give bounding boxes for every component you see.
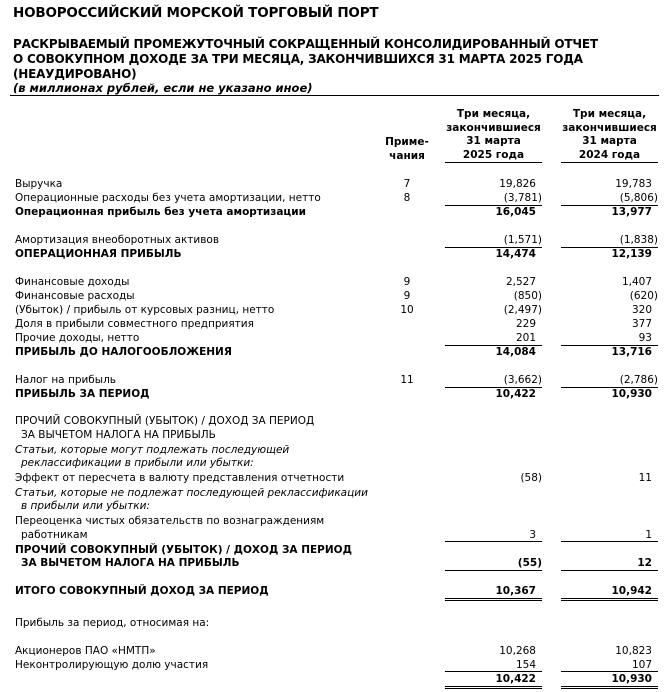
table-row xyxy=(0,177,668,191)
subtotal-line xyxy=(561,570,658,571)
company-title: НОВОРОССИЙСКИЙ МОРСКОЙ ТОРГОВЫЙ ПОРТ xyxy=(13,5,379,21)
header-underline xyxy=(561,162,658,163)
value-2024: 320 xyxy=(631,304,652,316)
section-heading xyxy=(0,616,668,630)
row-note: 9 xyxy=(403,290,411,302)
header-line: Три месяца, xyxy=(456,108,531,120)
header-line: Приме- xyxy=(385,136,429,148)
header-line: 31 марта xyxy=(582,135,637,147)
value-2025: 14,474 xyxy=(495,248,536,260)
row-note: 11 xyxy=(400,374,414,386)
value-2024: 13,716 xyxy=(611,346,652,358)
table-row xyxy=(0,658,668,672)
header-line: 2025 года xyxy=(462,148,525,161)
row-label: Прочие доходы, нетто xyxy=(15,332,140,344)
value-2024: (1,838) xyxy=(619,234,658,246)
period-2025-column-header xyxy=(445,108,542,162)
row-note: 8 xyxy=(403,192,411,204)
total-double-line xyxy=(445,598,542,601)
header-divider xyxy=(10,95,659,96)
table-row xyxy=(0,644,668,658)
row-label: реклассификации в прибыли или убытки: xyxy=(21,457,254,469)
table-row xyxy=(0,247,668,261)
row-label: в прибыли или убытки: xyxy=(21,500,151,512)
row-label: ЗА ВЫЧЕТОМ НАЛОГА НА ПРИБЫЛЬ xyxy=(21,429,216,441)
table-row xyxy=(0,289,668,303)
units-note: (в миллионах рублей, если не указано иное) xyxy=(13,81,313,95)
table-row xyxy=(0,514,668,528)
value-2024: 10,823 xyxy=(615,645,652,657)
table-row xyxy=(0,471,668,485)
table-row xyxy=(0,331,668,345)
table-row xyxy=(0,303,668,317)
value-2025: (1,571) xyxy=(503,234,542,246)
value-2025: 201 xyxy=(515,332,536,344)
row-label: Налог на прибыль xyxy=(15,374,116,386)
value-2024: 1 xyxy=(645,529,652,541)
row-note: 7 xyxy=(403,178,411,190)
subsection-heading xyxy=(0,486,668,500)
value-2025: 19,826 xyxy=(499,178,536,190)
value-2024: 10,930 xyxy=(611,673,652,685)
header-line: закончившиеся xyxy=(562,121,657,134)
total-double-line xyxy=(445,686,542,689)
row-label: Статьи, которые не подлежат последующей реклассификации xyxy=(15,487,368,499)
subsection-heading xyxy=(0,499,668,513)
total-double-line xyxy=(561,686,658,689)
section-heading xyxy=(0,428,668,442)
row-label: ЗА ВЫЧЕТОМ НАЛОГА НА ПРИБЫЛЬ xyxy=(21,557,240,569)
value-2024: 10,942 xyxy=(611,585,652,597)
header-underline xyxy=(445,162,542,163)
table-row xyxy=(0,672,668,686)
table-row xyxy=(0,543,668,557)
row-label: ПРОЧИЙ СОВОКУПНЫЙ (УБЫТОК) / ДОХОД ЗА ПЕРИОД xyxy=(15,544,352,556)
value-2025: 10,367 xyxy=(495,585,536,597)
section-heading xyxy=(0,414,668,428)
report-title-line: (НЕАУДИРОВАНО) xyxy=(13,67,137,81)
value-2025: (850) xyxy=(513,290,542,302)
period-2024-column-header xyxy=(561,108,658,162)
value-2024: 19,783 xyxy=(615,178,652,190)
row-label: Операционная прибыль без учета амортизации xyxy=(15,206,306,218)
subtotal-line xyxy=(561,541,658,542)
header-line: 31 марта xyxy=(466,135,521,147)
value-2024: 93 xyxy=(638,332,652,344)
row-label: Прибыль за период, относимая на: xyxy=(15,617,210,629)
notes-column-header xyxy=(380,136,434,163)
value-2025: (3,781) xyxy=(503,192,542,204)
value-2025: 16,045 xyxy=(495,206,536,218)
row-label: Переоценка чистых обязательств по вознаграждениям xyxy=(15,515,325,527)
header-line: Три месяца, xyxy=(572,108,647,120)
value-2025: 3 xyxy=(529,529,536,541)
table-row xyxy=(0,584,668,598)
value-2024: 13,977 xyxy=(611,206,652,218)
row-label: Операционные расходы без учета амортизации, нетто xyxy=(15,192,321,204)
value-2025: 2,527 xyxy=(505,276,536,288)
report-title xyxy=(13,37,598,82)
value-2025: 229 xyxy=(515,318,536,330)
header-line: закончившиеся xyxy=(446,121,541,134)
table-row xyxy=(0,275,668,289)
table-row xyxy=(0,528,668,542)
value-2024: 12 xyxy=(637,557,652,569)
value-2025: (3,662) xyxy=(503,374,542,386)
table-row xyxy=(0,233,668,247)
value-2024: (2,786) xyxy=(619,374,658,386)
subtotal-line xyxy=(445,541,542,542)
total-double-line xyxy=(561,598,658,601)
row-note: 10 xyxy=(400,304,414,316)
row-label: Выручка xyxy=(15,178,63,190)
row-label: Статьи, которые могут подлежать последующей xyxy=(15,444,290,456)
table-row xyxy=(0,387,668,401)
value-2025: 14,084 xyxy=(495,346,536,358)
table-row xyxy=(0,317,668,331)
header-line: 2024 года xyxy=(578,148,641,161)
value-2024: 107 xyxy=(631,659,652,671)
value-2024: 10,930 xyxy=(611,388,652,400)
table-row xyxy=(0,205,668,219)
value-2025: 10,422 xyxy=(495,673,536,685)
row-label: ОПЕРАЦИОННАЯ ПРИБЫЛЬ xyxy=(15,248,182,260)
value-2025: (55) xyxy=(517,557,542,569)
value-2025: 10,268 xyxy=(499,645,536,657)
report-title-line: О СОВОКУПНОМ ДОХОДЕ ЗА ТРИ МЕСЯЦА, ЗАКОНЧИВШИХСЯ 31 МАРТА 2025 ГОДА xyxy=(13,52,583,66)
table-row xyxy=(0,191,668,205)
value-2024: (620) xyxy=(629,290,658,302)
value-2024: 12,139 xyxy=(611,248,652,260)
row-label: ИТОГО СОВОКУПНЫЙ ДОХОД ЗА ПЕРИОД xyxy=(15,585,269,597)
row-label: Финансовые доходы xyxy=(15,276,130,288)
value-2025: 10,422 xyxy=(495,388,536,400)
subtotal-line xyxy=(445,570,542,571)
row-label: работникам xyxy=(21,529,88,541)
row-label: ПРИБЫЛЬ ЗА ПЕРИОД xyxy=(15,388,150,400)
row-label: Эффект от пересчета в валюту представления отчетности xyxy=(15,472,345,484)
row-label: ПРИБЫЛЬ ДО НАЛОГООБЛОЖЕНИЯ xyxy=(15,346,232,358)
value-2025: (58) xyxy=(520,472,542,484)
value-2025: (2,497) xyxy=(503,304,542,316)
table-row xyxy=(0,345,668,359)
row-label: Акционеров ПАО «НМТП» xyxy=(15,645,156,657)
table-row xyxy=(0,556,668,570)
table-row xyxy=(0,373,668,387)
row-label: ПРОЧИЙ СОВОКУПНЫЙ (УБЫТОК) / ДОХОД ЗА ПЕРИОД xyxy=(15,415,315,427)
row-note: 9 xyxy=(403,276,411,288)
value-2024: 1,407 xyxy=(621,276,652,288)
row-label: Неконтролирующую долю участия xyxy=(15,659,209,671)
value-2024: (5,806) xyxy=(619,192,658,204)
row-label: Финансовые расходы xyxy=(15,290,135,302)
row-label: Амортизация внеоборотных активов xyxy=(15,234,220,246)
row-label: (Убыток) / прибыль от курсовых разниц, нетто xyxy=(15,304,275,316)
header-line: чания xyxy=(389,149,425,162)
value-2024: 377 xyxy=(631,318,652,330)
subsection-heading xyxy=(0,456,668,470)
value-2024: 11 xyxy=(638,472,652,484)
report-title-line: РАСКРЫВАЕМЫЙ ПРОМЕЖУТОЧНЫЙ СОКРАЩЕННЫЙ КОНСОЛИДИРОВАННЫЙ ОТЧЕТ xyxy=(13,37,598,51)
value-2025: 154 xyxy=(515,659,536,671)
subsection-heading xyxy=(0,443,668,457)
row-label: Доля в прибыли совместного предприятия xyxy=(15,318,254,330)
